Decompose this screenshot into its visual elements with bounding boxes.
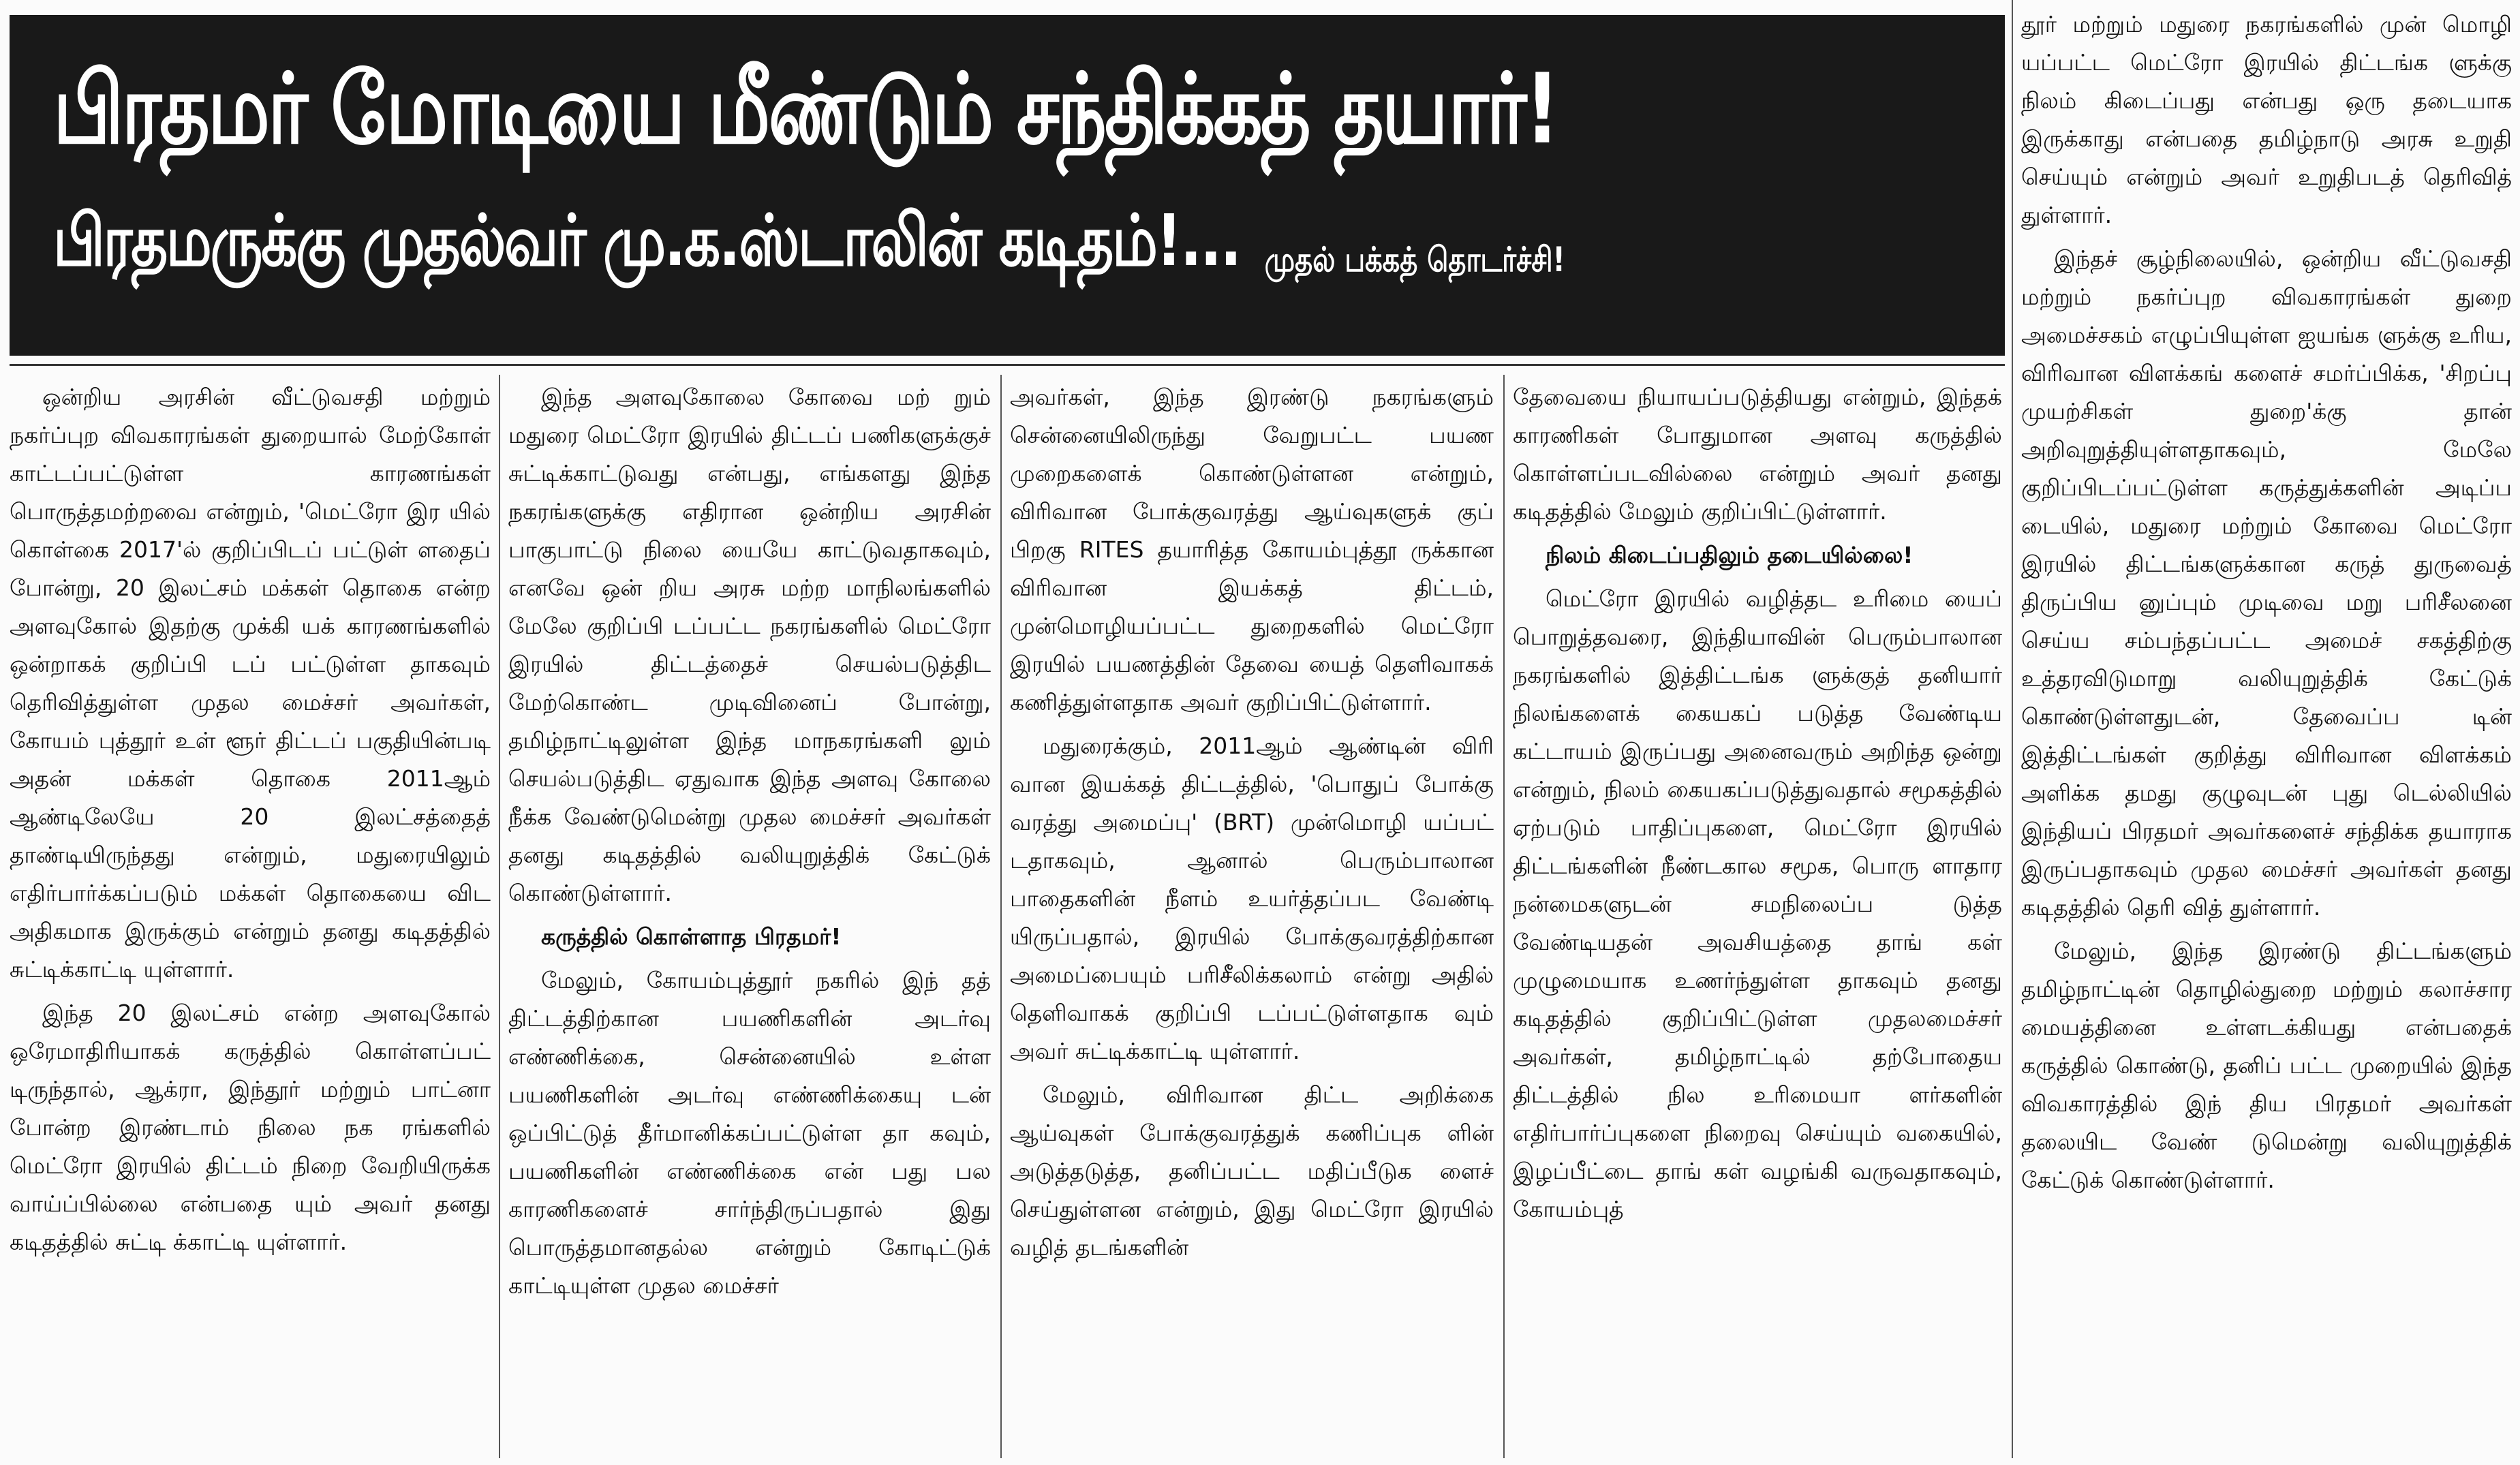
- paragraph: இந்தச் சூழ்நிலையில், ஒன்றிய வீட்டுவசதி மற்றும் நகர்ப்புற விவகாரங்கள் துறை அமைச்சகம் எழுப்பியுள்ள ஐயங்க ளுக்கு உரிய, விரிவான விளக்கங் களைச் சமர்ப்பிக்க, 'சிறப்பு முயற்சிகள் துறை'க்கு தான் அறிவுறுத்தியுள்ளதாகவும், மேலே குறிப்பிடப்பட்டுள்ள கருத்துக்களின் அடிப்ப டையில், மதுரை மற்றும் கோவை மெட்ரோ இரயில் திட்டங்களுக்கான கருத் துருவைத் திருப்பிய னுப்பும் முடிவை மறு பரிசீலனை செய்ய சம்பந்தப்பட்ட அமைச் சகத்திற்கு உத்தரவிடுமாறு வலியுறுத்திக் கேட்டுக் கொண்டுள்ளதுடன், தேவைப்ப டின் இத்திட்டங்கள் குறித்து விரிவான விளக்கம் அளிக்க தமது குழுவுடன் புது டெல்லியில் இந்தியப் பிரதமர் அவர்களைச் சந்திக்க தயாராக இருப்பதாகவும் முதல மைச்சர் அவர்கள் தனது கடிதத்தில் தெரி வித் துள்ளார்.: [2021, 245, 2512, 921]
- paragraph: மேலும், இந்த இரண்டு திட்டங்களும் தமிழ்நாட்டின் தொழில்துறை மற்றும் கலாச்சார மையத்தினை உள்ளடக்கியது என்பதைக் கருத்தில் கொண்டு, தனிப் பட்ட முறையில் இந்த விவகாரத்தில் இந் திய பிரதமர் அவர்கள் தலையிட வேண் டுமென்று வலியுறுத்திக் கேட்டுக் கொண்டுள்ளார்.: [2021, 938, 2512, 1193]
- main-headline: பிரதமர் மோடியை மீண்டும் சந்திக்கத் தயார்!: [53, 53, 1558, 166]
- column-divider: [2012, 0, 2013, 1458]
- column-divider: [499, 375, 500, 1458]
- article-column-2: [508, 378, 991, 1462]
- subheadline-row: [53, 189, 1582, 292]
- paragraph: மேலும், விரிவான திட்ட அறிக்கை ஆய்வுகள் போக்குவரத்துக் கணிப்புக ளின் அடுத்தடுத்த, தனிப்பட்ட மதிப்பீடுக ளைச் செய்துள்ளன என்றும், இது மெட்ரோ இரயில் வழித் தடங்களின்: [1010, 1081, 1494, 1261]
- paragraph: தூர் மற்றும் மதுரை நகரங்களில் முன் மொழி யப்பட்ட மெட்ரோ இரயில் திட்டங்க ளுக்கு நிலம் கிடைப்பது என்பது ஒரு தடையாக இருக்காது என்பதை தமிழ்நாடு அரசு உறுதி செய்யும் என்றும் அவர் உறுதிபடத் தெரிவித் துள்ளார்.: [2021, 11, 2512, 228]
- article-column-1: [10, 378, 491, 1462]
- paragraph: மதுரைக்கும், 2011ஆம் ஆண்டின் விரி வான இயக்கத் திட்டத்தில், 'பொதுப் போக்கு வரத்து அமைப்பு' (BRT) முன்மொழி யப்பட் டதாகவும், ஆனால் பெரும்பாலான பாதைகளின் நீளம் உயர்த்தப்பட வேண்டி யிருப்பதால், இரயில் போக்குவரத்திற்கான அமைப்பையும் பரிசீலிக்கலாம் என்று அதில் தெளிவாகக் குறிப்பி டப்பட்டுள்ளதாக வும் அவர் சுட்டிக்காட்டி யுள்ளார்.: [1010, 732, 1494, 1064]
- column-divider: [1503, 375, 1505, 1458]
- paragraph: அவர்கள், இந்த இரண்டு நகரங்களும் சென்னையிலிருந்து வேறுபட்ட பயண முறைகளைக் கொண்டுள்ளன என்றும், விரிவான போக்குவரத்து ஆய்வுகளுக் குப் பிறகு RITES தயாரித்த கோயம்புத்தூ ருக்கான விரிவான இயக்கத் திட்டம், முன்மொழியப்பட்ட துறைகளில் மெட்ரோ இரயில் பயணத்தின் தேவை யைத் தெளிவாகக் கணித்துள்ளதாக அவர் குறிப்பிட்டுள்ளார்.: [1010, 384, 1494, 715]
- paragraph: இந்த அளவுகோலை கோவை மற் றும் மதுரை மெட்ரோ இரயில் திட்டப் பணிகளுக்குச் சுட்டிக்காட்டுவது என்பது, எங்களது இந்த நகரங்களுக்கு எதிரான ஒன்றிய அரசின் பாகுபாட்டு நிலை யையே காட்டுவதாகவும், எனவே ஒன் றிய அரசு மற்ற மாநிலங்களில் மேலே குறிப்பி டப்பட்ட நகரங்களில் மெட்ரோ இரயில் திட்டத்தைச் செயல்படுத்திட மேற்கொண்ட முடிவினைப் போன்று, தமிழ்நாட்டிலுள்ள இந்த மாநகரங்களி லும் செயல்படுத்திட ஏதுவாக இந்த அளவு கோலை நீக்க வேண்டுமென்று முதல மைச்சர் அவர்கள் தனது கடிதத்தில் வலியுறுத்திக் கேட்டுக் கொண்டுள்ளார்.: [508, 384, 991, 906]
- subheading: நிலம் கிடைப்பதிலும் தடையில்லை!: [1546, 542, 1914, 568]
- article-column-4: [1513, 378, 2002, 1462]
- banner-rule: [10, 364, 2005, 366]
- subheadline: பிரதமருக்கு முதல்வர் மு.க.ஸ்டாலின் கடிதம்!...: [53, 199, 1240, 282]
- column-divider: [1000, 375, 1002, 1458]
- subheading: கருத்தில் கொள்ளாத பிரதமர்!: [541, 923, 842, 950]
- paragraph: மேலும், கோயம்புத்தூர் நகரில் இந் தத் திட்டத்திற்கான பயணிகளின் அடர்வு எண்ணிக்கை, சென்னையில் உள்ள பயணிகளின் அடர்வு எண்ணிக்கையு டன் ஒப்பிட்டுத் தீர்மானிக்கப்பட்டுள்ள தா கவும், பயணிகளின் எண்ணிக்கை என் பது பல காரணிகளைச் சார்ந்திருப்பதால் இது பொருத்தமானதல்ல என்றும் கோடிட்டுக் காட்டியுள்ள முதல மைச்சர்: [508, 967, 991, 1299]
- paragraph: இந்த 20 இலட்சம் என்ற அளவுகோல் ஒரேமாதிரியாகக் கருத்தில் கொள்ளப்பட் டிருந்தால், ஆக்ரா, இந்தூர் மற்றும் பாட்னா போன்ற இரண்டாம் நிலை நக ரங்களில் மெட்ரோ இரயில் திட்டம் நிறை வேறியிருக்க வாய்ப்பில்லை என்பதை யும் அவர் தனது கடிதத்தில் சுட்டி க்காட்டி யுள்ளார்.: [10, 1000, 491, 1255]
- paragraph: தேவையை நியாயப்படுத்தியது என்றும், இந்தக் காரணிகள் போதுமான அளவு கருத்தில் கொள்ளப்படவில்லை என்றும் அவர் தனது கடிதத்தில் மேலும் குறிப்பிட்டுள்ளார்.: [1513, 384, 2002, 525]
- paragraph: மெட்ரோ இரயில் வழித்தட உரிமை யைப் பொறுத்தவரை, இந்தியாவின் பெரும்பாலான நகரங்களில் இத்திட்டங்க ளுக்குத் தனியார் நிலங்களைக் கையகப் படுத்த வேண்டிய கட்டாயம் இருப்பது அனைவரும் அறிந்த ஒன்று என்றும், நிலம் கையகப்படுத்துவதால் சமூகத்தில் ஏற்படும் பாதிப்புகளை, மெட்ரோ இரயில் திட்டங்களின் நீண்டகால சமூக, பொரு ளாதார நன்மைகளுடன் சமநிலைப்ப டுத்த வேண்டியதன் அவசியத்தை தாங் கள் முழுமையாக உணர்ந்துள்ள தாகவும் தனது கடிதத்தில் குறிப்பிட்டுள்ள முதலமைச்சர் அவர்கள், தமிழ்நாட்டில் தற்போதைய திட்டத்தில் நில உரிமையா ளர்களின் எதிர்பார்ப்புகளை நிறைவு செய்யும் வகையில், இழப்பீட்டை தாங் கள் வழங்கி வருவதாகவும், கோயம்புத்: [1513, 585, 2002, 1222]
- headline-banner: [10, 15, 2005, 356]
- article-column-3: [1010, 378, 1494, 1462]
- article-column-5: [2021, 5, 2512, 1460]
- continuation-label: முதல் பக்கத் தொடர்ச்சி!: [1264, 240, 1565, 279]
- paragraph: ஒன்றிய அரசின் வீட்டுவசதி மற்றும் நகர்ப்புற விவகாரங்கள் துறையால் மேற்கோள் காட்டப்பட்டுள்ள காரணங்கள் பொருத்தமற்றவை என்றும், 'மெட்ரோ இர யில் கொள்கை 2017'ல் குறிப்பிடப் பட்டுள் ளதைப் போன்று, 20 இலட்சம் மக்கள் தொகை என்ற அளவுகோல் இதற்கு முக்கி யக் காரணங்களில் ஒன்றாகக் குறிப்பி டப் பட்டுள்ள தாகவும் தெரிவித்துள்ள முதல மைச்சர் அவர்கள், கோயம் புத்தூர் உள் ளூர் திட்டப் பகுதியின்படி அதன் மக்கள் தொகை 2011ஆம் ஆண்டிலேயே 20 இலட்சத்தைத் தாண்டியிருந்தது என்றும், மதுரையிலும் எதிர்பார்க்கப்படும் மக்கள் தொகையை விட அதிகமாக இருக்கும் என்றும் தனது கடிதத்தில் சுட்டிக்காட்டி யுள்ளார்.: [10, 384, 491, 983]
